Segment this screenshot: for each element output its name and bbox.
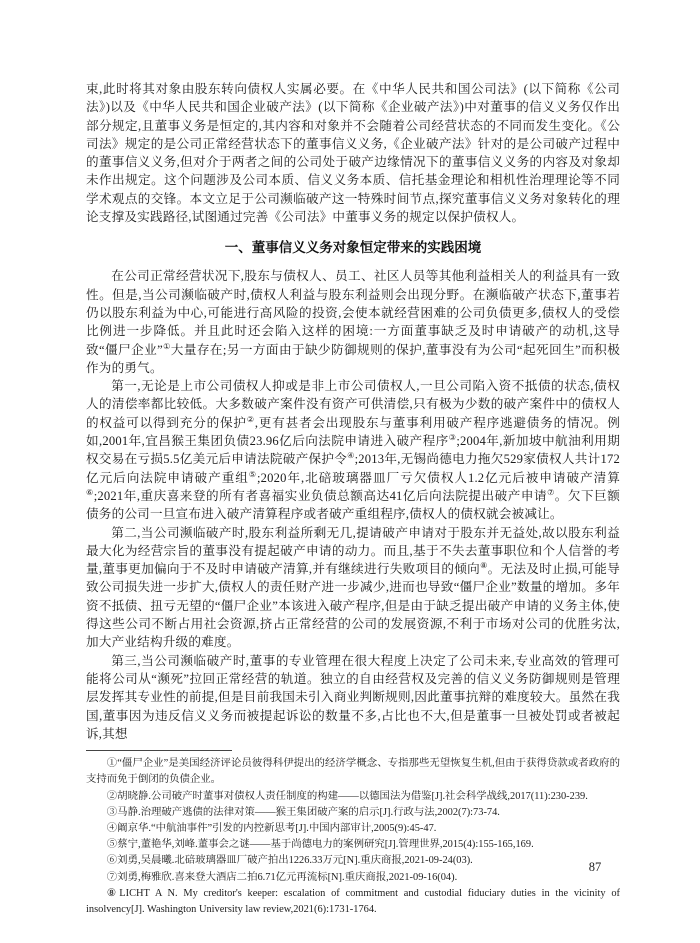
footnote-section bbox=[86, 756, 620, 918]
paragraph-second-point: 第二,当公司濒临破产时,股东利益所剩无几,提请破产申请对于股东并无益处,故以股东利益最大化为经营宗旨的董事没有提起破产申请的动力。而且,基于不失去董事职位和个人信誉的考量,董事更加偏向于不及时申请破产清算,并有继续进行失败项目的倾向⑧。无法及时止损,可能导致公司损失进一步扩大,债权人的责任财产进一步减少,进而也导致“僵尸企业”数量的增加。多年资不抵债、扭亏无望的“僵尸企业”本该进入破产程序,但是由于缺乏提出破产申请的义务主体,使得这些公司不断占用社会资源,挤占正常经营的公司的发展资源,不利于市场对公司的优胜劣汰,加大产业结构升级的难度。 bbox=[86, 525, 620, 650]
section-heading: 一、董事信义义务对象恒定带来的实践困境 bbox=[224, 240, 482, 256]
footnote: ②胡晓静.公司破产时董事对债权人责任制度的构建——以德国法为借鉴[J].社会科学战线,2017(11):230-239. bbox=[106, 790, 588, 802]
footnote: ③马静.治理破产逃债的法律对策——猴王集团破产案的启示[J].行政与法,2002(7):73-74. bbox=[106, 806, 500, 818]
footnote: ⑧LICHT A N. My creditor's keeper: escalation of commitment and custodial fiduciary duties in the vicinity of insolvency[J]. Washington University law review,2021(6):1731-1764. bbox=[86, 887, 620, 915]
footnote-marker: ⑤ bbox=[248, 469, 257, 479]
paragraph-first-point: 第一,无论是上市公司债权人抑或是非上市公司债权人,一旦公司陷入资不抵债的状态,债权人的清偿率都比较低。大多数破产案件没有资产可供清偿,只有极为少数的破产案件中的债权人的权益可以得到充分的保护②,更有甚者会出现股东与董事利用破产程序逃避债务的情况。例如,2001年,宜昌猴王集团负债23.96亿后向法院申请进入破产程序③;2004年,新加坡中航油利用期权交易在亏损5.5亿美元后申请法院破产保护令④;2013年,无锡尚德电力拖欠529家债权人共计172亿元后向法院申请破产重组⑤;2020年,北碚玻璃器皿厂亏欠债权人1.2亿元后被申请破产清算⑥;2021年,重庆喜来登的所有者喜福实业负债总额高达41亿后向法院提出破产申请⑦。欠下巨额债务的公司一旦宣布进入破产清算程序或者破产重组程序,债权人的债权就会被减让。 bbox=[86, 379, 621, 522]
footnote: ⑤蔡宁,董艳华,刘峰.董事会之谜——基于尚德电力的案例研究[J].管理世界,2015(4):155-165,169. bbox=[106, 839, 534, 851]
footnote: ⑦刘勇,梅雅欣.喜来登大酒店二拍6.71亿元再流标[N].重庆商报,2021-09-16(04). bbox=[106, 871, 458, 883]
paragraph-overview: 在公司正常经营状况下,股东与债权人、员工、社区人员等其他利益相关人的利益具有一致性。但是,当公司濒临破产时,债权人利益与股东利益则会出现分野。在濒临破产状态下,董事若仍以股东利益为中心,可能进行高风险的投资,会使本就经营困难的公司负债更多,债权人的受偿比例进一步降低。并且此时还会陷入这样的困境:一方面董事缺乏及时申请破产的动机,这导致“僵尸企业”①大量存在;另一方面由于缺少防御规则的保护,董事没有为公司“起死回生”而积极作为的勇气。 bbox=[86, 269, 620, 375]
footnote: ④阚京华.“中航油事件”引发的内控新思考[J].中国内部审计,2005(9):45-47. bbox=[106, 822, 437, 834]
footnote-marker: ④ bbox=[347, 451, 355, 461]
paragraph-continuation: 束,此时将其对象由股东转向债权人实属必要。在《中华人民共和国公司法》(以下简称《公司法》)以及《中华人民共和国企业破产法》(以下简称《企业破产法》)中对董事的信义义务仅作出部分规定,且董事义务是恒定的,其内容和对象并不会随着公司经营状态的不同而发生变化。《公司法》规定的是公司正常经营状态下的董事信义义务,《企业破产法》针对的是公司破产过程中的董事信义义务,但对介于两者之间的公司处于破产边缘情况下的董事信义义务的内容及对象却未作出规定。这个问题涉及公司本质、信义义务本质、信托基金理论和相机性治理理论等不同学术观点的交锋。本文立足于公司濒临破产这一特殊时间节点,探究董事信义义务对象转化的理论支撑及实践路径,试图通过完善《公司法》中董事义务的规定以保护债权人。 bbox=[86, 82, 620, 225]
paragraph-third-point: 第三,当公司濒临破产时,董事的专业管理在很大程度上决定了公司未来,专业高效的管理可能将公司从“濒死”拉回正常经营的轨道。独立的自由经营权及完善的信义义务防御规则是管理层发挥其专业性的前提,但是目前我国未引入商业判断规则,因此董事抗辩的难度较大。虽然在我国,董事因为违反信义义务而被提起诉讼的数量不多,占比也不大,但是董事一旦被处罚或者被起诉,其想 bbox=[86, 653, 620, 741]
footnote: ①“僵尸企业”是美国经济评论员彼得科伊提出的经济学概念、专指那些无望恢复生机,但由于获得贷款或者政府的支持而免于倒闭的负债企业。 bbox=[86, 758, 620, 786]
footnote-marker: ② bbox=[246, 414, 255, 424]
article-body bbox=[86, 80, 620, 918]
page-number: 87 bbox=[588, 860, 602, 874]
footnote: ⑥刘勇,吴晨曦.北碚玻璃器皿厂破产拍出1226.33万元[N].重庆商报,2021-09-24(03). bbox=[106, 855, 473, 867]
footnote-marker: ⑦ bbox=[547, 487, 555, 497]
footnote-marker: ① bbox=[162, 341, 171, 351]
footnote-marker: ⑧ bbox=[480, 560, 488, 570]
footnote-separator bbox=[86, 750, 232, 751]
footnote-marker: ⑥ bbox=[86, 487, 94, 497]
footnote-marker: ③ bbox=[448, 432, 457, 442]
